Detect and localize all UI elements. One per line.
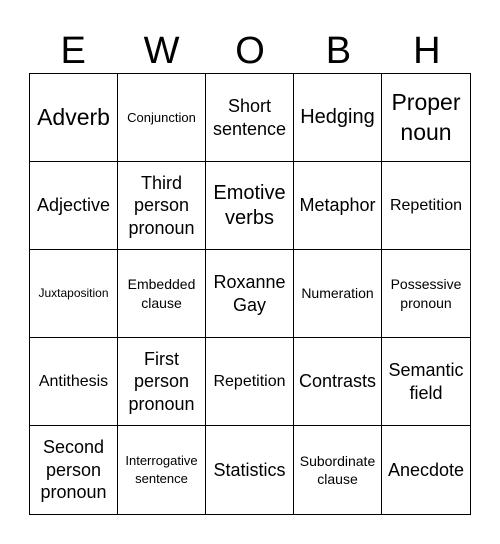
- header-letter-5: H: [413, 30, 441, 72]
- bingo-board: [29, 73, 471, 515]
- bingo-cell-r2c5[interactable]: Repetition: [382, 162, 470, 250]
- bingo-cell-r1c2[interactable]: Conjunction: [118, 74, 206, 162]
- bingo-cell-r2c2[interactable]: Third person pronoun: [118, 162, 206, 250]
- bingo-cell-r2c3[interactable]: Emotive verbs: [206, 162, 294, 250]
- bingo-cell-r3c4[interactable]: Numeration: [294, 250, 382, 338]
- bingo-header: [29, 28, 471, 74]
- bingo-cell-r4c1[interactable]: Antithesis: [30, 338, 118, 426]
- header-letter-1: E: [60, 30, 86, 72]
- header-letter-4: B: [325, 30, 352, 72]
- bingo-cell-r5c1[interactable]: Second person pronoun: [30, 426, 118, 514]
- bingo-cell-r1c3[interactable]: Short sentence: [206, 74, 294, 162]
- bingo-cell-r1c4[interactable]: Hedging: [294, 74, 382, 162]
- bingo-cell-r5c4[interactable]: Subordinate clause: [294, 426, 382, 514]
- bingo-cell-r4c4[interactable]: Contrasts: [294, 338, 382, 426]
- bingo-cell-r4c2[interactable]: First person pronoun: [118, 338, 206, 426]
- header-letter-2: W: [143, 30, 180, 72]
- bingo-cell-r3c5[interactable]: Possessive pronoun: [382, 250, 470, 338]
- bingo-cell-r4c5[interactable]: Semantic field: [382, 338, 470, 426]
- bingo-cell-r3c2[interactable]: Embedded clause: [118, 250, 206, 338]
- bingo-cell-r5c3[interactable]: Statistics: [206, 426, 294, 514]
- header-letter-3: O: [235, 30, 265, 72]
- bingo-cell-r3c3[interactable]: Roxanne Gay: [206, 250, 294, 338]
- bingo-cell-r1c1[interactable]: Adverb: [30, 74, 118, 162]
- bingo-cell-r2c4[interactable]: Metaphor: [294, 162, 382, 250]
- bingo-cell-r5c5[interactable]: Anecdote: [387, 459, 465, 480]
- bingo-cell-r1c5[interactable]: Proper noun: [382, 74, 470, 162]
- bingo-cell-r4c3[interactable]: Repetition: [206, 338, 294, 426]
- bingo-cell-r2c1[interactable]: Adjective: [30, 162, 118, 250]
- bingo-cell-r3c1[interactable]: Juxtaposition: [30, 250, 118, 338]
- bingo-cell-r5c2[interactable]: Interrogative sentence: [118, 426, 206, 514]
